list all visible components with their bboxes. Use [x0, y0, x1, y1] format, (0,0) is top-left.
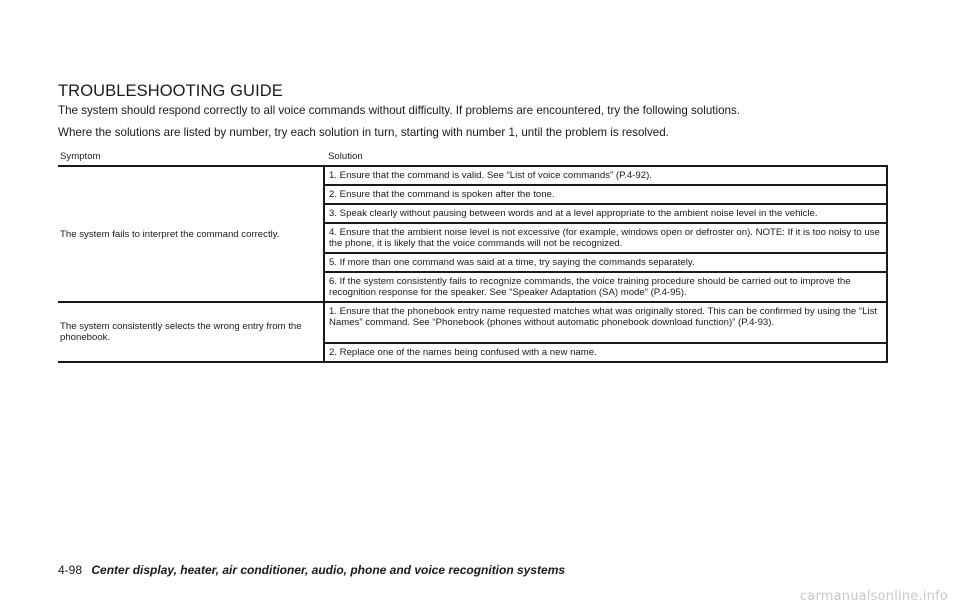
solution-cell: 2. Ensure that the command is spoken after the tone. [324, 185, 887, 204]
symptom-cell: The system fails to interpret the command correctly. [58, 166, 324, 302]
table-header-row [58, 148, 887, 166]
troubleshooting-table [58, 148, 888, 363]
solution-cell: 3. Speak clearly without pausing between words and at a level appropriate to the ambient noise level in the vehicle. [324, 204, 887, 223]
solution-column-header: Solution [324, 148, 887, 166]
symptom-column-header: Symptom [58, 148, 324, 166]
watermark-text: carmanualsonline.info [799, 589, 948, 604]
table-row [58, 166, 887, 185]
symptom-cell: The system consistently selects the wrong entry from the phonebook. [58, 302, 324, 362]
solution-cell: 6. If the system consistently fails to recognize commands, the voice training procedure should be carried out to improve the recognition response for the speaker. See “Speaker Adaptation (SA) mode” (P.4-95). [324, 272, 887, 302]
table-row [58, 302, 887, 343]
solution-cell: 5. If more than one command was said at a time, try saying the commands separately. [324, 253, 887, 272]
page-title: TROUBLESHOOTING GUIDE [58, 82, 283, 100]
instruction-paragraph: Where the solutions are listed by number, try each solution in turn, starting with number 1, until the problem is resolved. [58, 126, 669, 139]
section-title: Center display, heater, air conditioner, audio, phone and voice recognition systems [91, 563, 566, 577]
solution-cell: 4. Ensure that the ambient noise level is not excessive (for example, windows open or defroster on). NOTE: If it is too noisy to use the phone, it is likely that the voice commands will not be recognized. [324, 223, 887, 253]
solution-cell: 2. Replace one of the names being confused with a new name. [324, 343, 887, 362]
solution-cell: 1. Ensure that the command is valid. See “List of voice commands” (P.4-92). [324, 166, 887, 185]
page-number: 4-98 [58, 563, 83, 577]
page-footer [58, 563, 565, 577]
solution-cell: 1. Ensure that the phonebook entry name requested matches what was originally stored. This can be confirmed by using the “List Names” command. See “Phonebook (phones without automatic phonebook download function)” (P.4-93). [324, 302, 887, 343]
intro-paragraph: The system should respond correctly to all voice commands without difficulty. If problems are encountered, try the following solutions. [58, 104, 740, 117]
